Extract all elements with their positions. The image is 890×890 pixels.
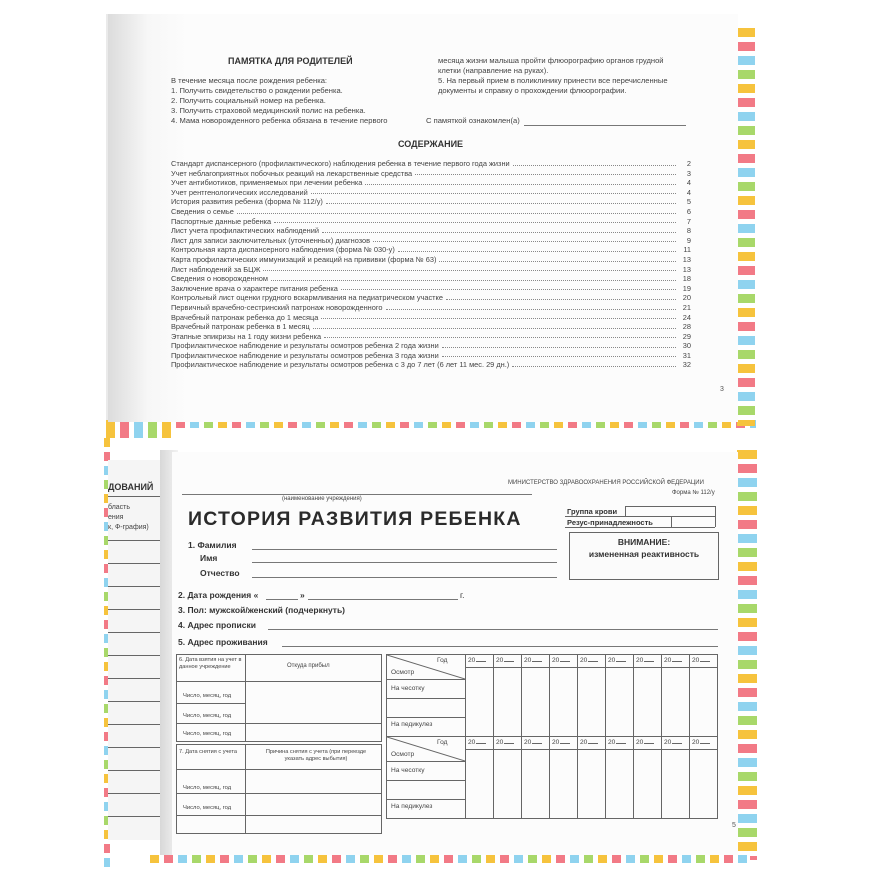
toc-page-number: 29 — [682, 331, 691, 341]
toc-leader — [442, 356, 676, 357]
lice-label: На педикулез — [391, 721, 433, 728]
reactivity-label: измененная реактивность — [588, 549, 700, 559]
stub-rule — [108, 632, 164, 633]
toc-page-number: 8 — [686, 226, 691, 236]
bottom-left-page — [108, 460, 166, 840]
year-cell[interactable] — [468, 657, 486, 664]
year-cell[interactable] — [692, 739, 710, 746]
year-cell[interactable] — [692, 657, 710, 664]
attention-box — [569, 532, 719, 580]
blood-group-row — [565, 506, 715, 517]
year-prefix: 20 — [608, 657, 616, 664]
year-cell[interactable] — [664, 739, 682, 746]
signature-line — [524, 125, 686, 126]
year-blank — [504, 661, 514, 662]
stub-rule — [108, 793, 164, 794]
attention-label: ВНИМАНИЕ: — [617, 537, 671, 547]
top-page-number: 3 — [720, 386, 724, 393]
year-prefix: 20 — [524, 739, 532, 746]
toc-title: Заключение врача о характере питания ребенка — [171, 283, 338, 293]
toc-leader — [373, 241, 676, 242]
top-page — [108, 14, 738, 422]
year-prefix: 20 — [636, 739, 644, 746]
year-prefix: 20 — [524, 657, 532, 664]
blood-group-box — [565, 506, 717, 528]
toc-row — [171, 322, 691, 332]
toc-page-number: 21 — [682, 302, 691, 312]
left-stub-text: бласть — [108, 504, 131, 511]
dmy-label: Число, месяц, год — [183, 785, 232, 791]
stub-rule — [108, 724, 164, 725]
year-blank — [700, 661, 710, 662]
exam-table-2 — [386, 736, 718, 819]
toc-page-number: 3 — [686, 168, 691, 178]
toc-row — [171, 265, 691, 275]
grid-vline — [717, 737, 718, 818]
year-cell[interactable] — [552, 739, 570, 746]
dmy-label: Число, месяц, год — [183, 731, 232, 737]
form-title: ИСТОРИЯ РАЗВИТИЯ РЕБЕНКА — [188, 508, 522, 530]
toc-leader — [313, 328, 676, 329]
exam-grid — [386, 654, 718, 737]
year-prefix: 20 — [496, 739, 504, 746]
year-blank — [532, 661, 542, 662]
exam-grid — [386, 736, 718, 819]
toc-leader — [311, 193, 676, 194]
dmy-label: Число, месяц, год — [183, 805, 232, 811]
year-label: Год — [437, 739, 448, 746]
acquainted-label: С памяткой ознакомлен(а) — [426, 116, 520, 125]
grid-hline — [387, 799, 465, 800]
birthdate-month-field[interactable] — [308, 599, 458, 600]
memo-right-column — [438, 56, 698, 96]
toc-row — [171, 226, 691, 236]
toc-title: Контрольный лист оценки грудного вскармливания на педиатрическом участке — [171, 293, 443, 303]
memo-line: документы и справку о прохождении флюорографии. — [438, 86, 627, 95]
toc-row — [171, 332, 691, 342]
toc-page-number: 31 — [682, 350, 691, 360]
birthdate-day-field[interactable] — [266, 599, 298, 600]
toc-row — [171, 178, 691, 188]
year-blank — [700, 743, 710, 744]
lice-label: На педикулез — [391, 803, 433, 810]
year-prefix: 20 — [608, 739, 616, 746]
toc-page-number: 9 — [686, 235, 691, 245]
dmy-label: Число, месяц, год — [183, 693, 232, 699]
toc-row — [171, 159, 691, 169]
toc-title: Профилактическое наблюдение и результаты осмотров ребенка 2 года жизни — [171, 341, 439, 351]
registration-header-line — [177, 681, 381, 682]
name-label: Имя — [200, 553, 218, 563]
toc-leader — [237, 213, 676, 214]
toc-title: История развития ребенка (форма № 112/у) — [171, 197, 323, 207]
grid-hline — [465, 749, 717, 750]
memo-line: 2. Получить социальный номер на ребенка. — [171, 96, 326, 105]
toc-leader — [274, 222, 676, 223]
toc-row — [171, 274, 691, 284]
year-blank — [504, 743, 514, 744]
left-stub-text: ения — [108, 514, 124, 521]
year-prefix: 20 — [636, 657, 644, 664]
memo-line: 1. Получить свидетельство о рождении ребенка. — [171, 86, 343, 95]
registration-date-header: 6. Дата взятия на учет в данное учреждение — [179, 657, 242, 670]
toc-page-number: 13 — [682, 264, 691, 274]
toc-row — [171, 207, 691, 217]
stub-rule — [108, 747, 164, 748]
stub-rule — [108, 540, 164, 541]
stub-rule — [108, 563, 164, 564]
toc-leader — [512, 366, 676, 367]
year-cell[interactable] — [496, 657, 514, 664]
year-blank — [616, 661, 626, 662]
acquainted-signature — [426, 116, 686, 126]
memo-title: ПАМЯТКА ДЛЯ РОДИТЕЛЕЙ — [228, 56, 353, 66]
toc-title: Профилактическое наблюдение и результаты осмотров ребенка 3 года жизни — [171, 350, 439, 360]
memo-left-column — [171, 76, 421, 126]
memo-line: клетки (направление на руках). — [438, 66, 549, 75]
left-stub-text: к, Ф-графия) — [108, 524, 149, 531]
year-prefix: 20 — [468, 739, 476, 746]
memo-line: 4. Мама новорожденного ребенка обязана в течение первого — [171, 116, 388, 125]
toc-row — [171, 255, 691, 265]
memo-line: В течение месяца после рождения ребенка: — [171, 76, 328, 85]
year-cell[interactable] — [580, 657, 598, 664]
registration-table-divider — [245, 655, 246, 741]
stub-rule — [108, 678, 164, 679]
memo-line: 3. Получить страховой медицинский полис на ребенка. — [171, 106, 366, 115]
form-number: Форма № 112/у — [672, 490, 715, 496]
year-cell[interactable] — [496, 739, 514, 746]
form-page — [172, 452, 738, 855]
exam-label: Осмотр — [391, 751, 415, 758]
row-line — [177, 723, 381, 724]
year-blank — [588, 743, 598, 744]
top-right-border — [737, 28, 755, 426]
form-page-number: 5 — [732, 822, 736, 829]
toc-row — [171, 293, 691, 303]
toc-row — [171, 313, 691, 323]
toc-page-number: 32 — [682, 360, 691, 370]
year-blank — [532, 743, 542, 744]
grid-hline — [387, 780, 465, 781]
registration-address-label: 4. Адрес прописки — [178, 620, 256, 630]
toc-title: Лист наблюдений за БЦЖ — [171, 264, 261, 274]
year-blank — [560, 743, 570, 744]
row-line — [177, 793, 381, 794]
exam-label: Осмотр — [391, 669, 415, 676]
surname-field[interactable] — [252, 549, 557, 550]
year-blank — [644, 661, 654, 662]
toc-page-number: 5 — [686, 197, 691, 207]
name-field[interactable] — [252, 562, 557, 563]
grid-hline — [387, 679, 465, 680]
toc-row — [171, 360, 691, 370]
year-cell[interactable] — [468, 739, 486, 746]
surname-label: 1. Фамилия — [188, 540, 237, 550]
year-prefix: 20 — [496, 657, 504, 664]
toc-row — [171, 303, 691, 313]
grid-hline — [465, 667, 717, 668]
toc-leader — [322, 232, 676, 233]
registration-address-field[interactable] — [268, 629, 718, 630]
toc-row — [171, 351, 691, 361]
year-prefix: 20 — [692, 739, 700, 746]
year-blank — [476, 661, 486, 662]
stub-rule — [108, 609, 164, 610]
registration-table — [176, 654, 382, 742]
rh-row — [565, 517, 715, 528]
year-prefix: 20 — [552, 739, 560, 746]
ministry-header: МИНИСТЕРСТВО ЗДРАВООХРАНЕНИЯ РОССИЙСКОЙ ФЕДЕРАЦИИ — [508, 480, 704, 486]
toc-leader — [271, 280, 676, 281]
bottom-right-border — [737, 450, 757, 860]
blood-group-label: Группа крови — [567, 507, 618, 516]
toc-title: Паспортные данные ребенка — [171, 216, 272, 226]
toc-leader — [321, 318, 676, 319]
year-cell[interactable] — [636, 657, 654, 664]
residence-address-label: 5. Адрес проживания — [178, 637, 268, 647]
sex-label: 3. Пол: мужской/женский (подчеркнуть) — [178, 605, 346, 615]
year-blank — [672, 743, 682, 744]
deregistration-table — [176, 744, 382, 834]
year-blank — [644, 743, 654, 744]
toc-title: Лист учета профилактических наблюдений — [171, 226, 319, 236]
toc-page-number: 19 — [682, 283, 691, 293]
year-prefix: 20 — [580, 657, 588, 664]
toc-row — [171, 284, 691, 294]
year-cell[interactable] — [552, 657, 570, 664]
toc-page-number: 2 — [686, 159, 691, 168]
toc-leader — [442, 347, 676, 348]
deregistration-reason-header: Причина снятия с учета (при переезде указать адрес выбытия) — [265, 749, 367, 762]
bottom-top-border-left — [106, 428, 176, 438]
toc-leader — [513, 165, 676, 166]
year-cell[interactable] — [524, 657, 542, 664]
toc-leader — [341, 289, 676, 290]
stub-rule — [108, 655, 164, 656]
blood-group-field — [625, 506, 716, 517]
row-line — [177, 815, 381, 816]
toc-title: Врачебный патронаж ребенка до 1 месяца — [171, 312, 319, 322]
year-blank — [672, 661, 682, 662]
grid-hline — [387, 761, 465, 762]
dmy-label: Число, месяц, год — [183, 713, 232, 719]
year-blank — [616, 743, 626, 744]
toc-page-number: 20 — [682, 293, 691, 303]
year-blank — [476, 743, 486, 744]
year-cell[interactable] — [580, 739, 598, 746]
toc-row — [171, 169, 691, 179]
stub-rule — [108, 586, 164, 587]
memo-line: месяца жизни малыша пройти флюорографию органов грудной — [438, 56, 664, 65]
year-prefix: 20 — [664, 657, 672, 664]
year-cell[interactable] — [524, 739, 542, 746]
toc-title: Контрольная карта диспансерного наблюдения (форма № 030-у) — [171, 245, 395, 255]
toc-page-number: 11 — [683, 245, 691, 255]
year-prefix: 20 — [664, 739, 672, 746]
arrived-from-header: Откуда прибыл — [287, 663, 330, 669]
left-stub-rules — [108, 540, 165, 840]
birthdate-label: 2. Дата рождения « — [178, 590, 259, 600]
birthdate-year-suffix: г. — [460, 590, 465, 600]
toc-leader — [365, 184, 676, 185]
toc-leader — [324, 337, 676, 338]
year-label: Год — [437, 657, 448, 664]
toc-title: Сведения о семье — [171, 206, 234, 216]
scabies-label: На чесотку — [391, 685, 425, 692]
toc-title: Стандарт диспансерного (профилактического) наблюдения ребенка в течение первого года жизни — [171, 159, 510, 168]
grid-vline — [717, 655, 718, 736]
year-cell[interactable] — [608, 739, 626, 746]
year-blank — [560, 661, 570, 662]
residence-address-field[interactable] — [282, 646, 718, 647]
institution-line — [182, 494, 532, 495]
stub-rule — [108, 770, 164, 771]
exam-table-1 — [386, 654, 718, 737]
rh-label: Резус-принадлежность — [567, 518, 653, 527]
rh-field — [671, 517, 716, 527]
toc-row — [171, 245, 691, 255]
toc-title: Учет неблагоприятных побочных реакций на лекарственные средства — [171, 168, 413, 178]
grid-hline — [387, 717, 465, 718]
year-cell[interactable] — [664, 657, 682, 664]
toc-page-number: 6 — [686, 206, 691, 216]
toc-title: Профилактическое наблюдение и результаты осмотров ребенка с 3 до 7 лет (6 лет 11 мес. 29 дн.) — [171, 360, 510, 370]
year-prefix: 20 — [552, 657, 560, 664]
left-stub-line — [108, 496, 164, 497]
toc-page-number: 7 — [686, 216, 691, 226]
toc-title: Первичный врачебно-сестринский патронаж новорожденного — [171, 302, 383, 312]
toc-page-number: 28 — [682, 322, 691, 332]
toc-page-number: 18 — [682, 274, 691, 284]
toc-title: Лист для записи заключительных (уточненных) диагнозов — [171, 235, 371, 245]
toc-title: Врачебный патронаж ребенка в 1 месяц — [171, 322, 310, 332]
row-line — [177, 703, 245, 704]
toc-page-number: 4 — [686, 178, 691, 188]
patronymic-field[interactable] — [252, 577, 557, 578]
toc-title: Карта профилактических иммунизаций и реакций на прививки (форма № 63) — [171, 254, 437, 264]
bottom-bottom-border — [150, 855, 750, 863]
stub-rule — [108, 816, 164, 817]
left-stub-header: ДОВАНИЙ — [108, 482, 154, 492]
year-prefix: 20 — [468, 657, 476, 664]
toc-leader — [415, 174, 676, 175]
toc-title: СОДЕРЖАНИЕ — [398, 139, 464, 149]
toc-leader — [263, 270, 676, 271]
deregistration-table-divider — [245, 745, 246, 833]
toc-row — [171, 236, 691, 246]
toc-leader — [439, 261, 676, 262]
toc-page-number: 4 — [686, 187, 691, 197]
table-of-contents — [171, 159, 691, 370]
toc-row — [171, 197, 691, 207]
toc-leader — [446, 299, 676, 300]
toc-page-number: 30 — [682, 341, 691, 351]
toc-title: Этапные эпикризы на 1 году жизни ребенка — [171, 331, 322, 341]
deregistration-header-line — [177, 769, 381, 770]
toc-leader — [386, 309, 676, 310]
toc-title: Учет рентгенологических исследований — [171, 187, 308, 197]
institution-caption: (наименование учреждения) — [282, 496, 362, 502]
toc-leader — [326, 203, 676, 204]
year-cell[interactable] — [636, 739, 654, 746]
year-prefix: 20 — [692, 657, 700, 664]
toc-page-number: 24 — [682, 312, 691, 322]
year-blank — [588, 661, 598, 662]
toc-title: Учет антибиотиков, применяемых при лечении ребенка — [171, 178, 363, 188]
patronymic-label: Отчество — [200, 568, 240, 578]
toc-row — [171, 217, 691, 227]
memo-line: 5. На первый прием в поликлинику принести все перечисленные — [438, 76, 668, 85]
scabies-label: На чесотку — [391, 767, 425, 774]
toc-leader — [398, 251, 676, 252]
toc-title: Сведения о новорожденном — [171, 274, 268, 284]
stub-rule — [108, 701, 164, 702]
toc-row — [171, 341, 691, 351]
birthdate-quote: » — [300, 590, 305, 600]
year-cell[interactable] — [608, 657, 626, 664]
deregistration-date-header: 7. Дата снятия с учета — [179, 749, 237, 755]
year-prefix: 20 — [580, 739, 588, 746]
toc-row — [171, 188, 691, 198]
grid-hline — [387, 698, 465, 699]
toc-page-number: 13 — [682, 254, 691, 264]
